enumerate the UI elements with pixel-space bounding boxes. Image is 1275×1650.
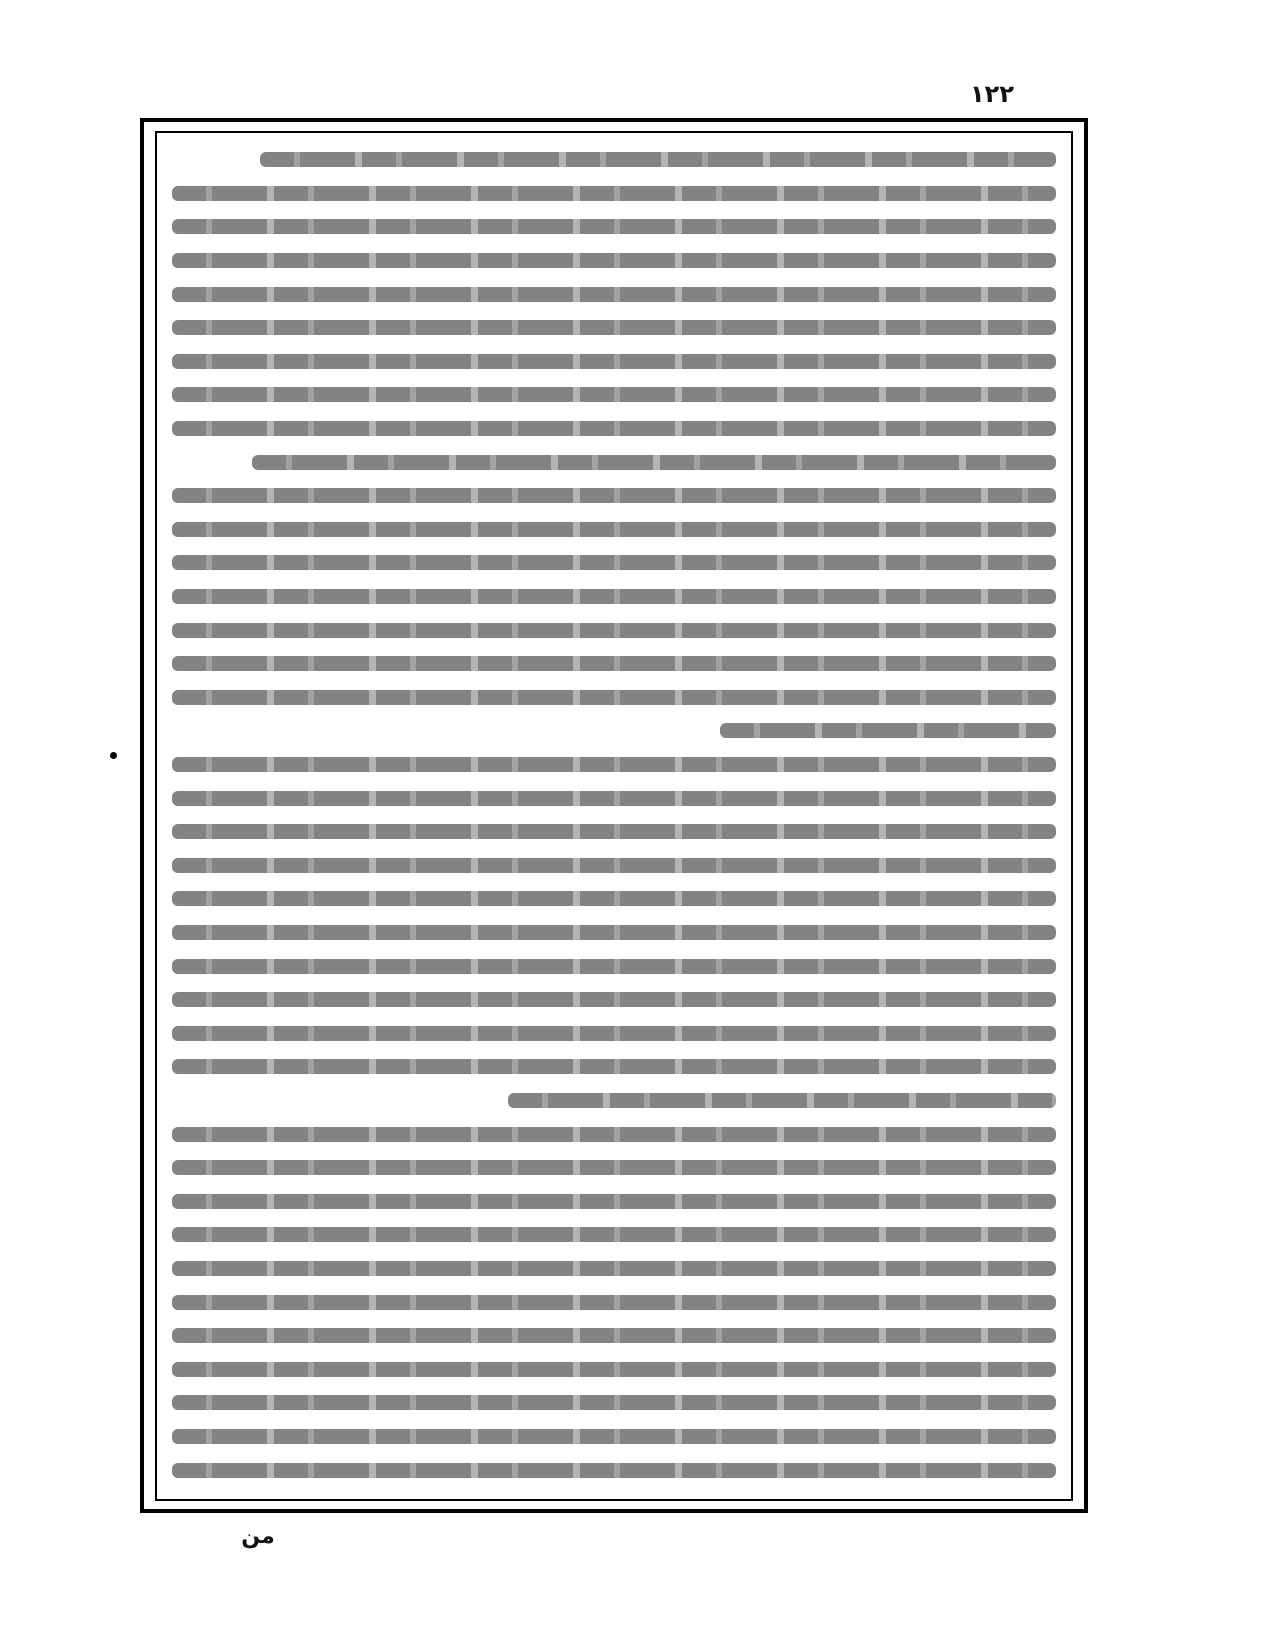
text-line [508,1084,1056,1118]
text-line-ink [172,992,1056,1007]
text-line [172,580,1056,614]
text-line-ink [172,824,1056,839]
text-line-ink [172,1295,1056,1310]
text-line-ink [252,455,1056,470]
text-line-ink [172,656,1056,671]
text-line-ink [172,354,1056,369]
text-line [172,849,1056,883]
text-line [260,143,1056,177]
text-line-ink [172,1194,1056,1209]
text-line-ink [172,690,1056,705]
text-line [172,1252,1056,1286]
text-line [172,513,1056,547]
text-line-ink [172,1328,1056,1343]
main-text-block [172,143,1056,1489]
text-line [172,244,1056,278]
margin-mark [110,752,117,759]
text-line-ink [172,1127,1056,1142]
text-line-ink [172,1227,1056,1242]
text-line [172,378,1056,412]
text-line [172,1185,1056,1219]
text-line-ink [720,723,1056,738]
text-line-ink [172,925,1056,940]
text-line [172,546,1056,580]
text-line-ink [172,959,1056,974]
text-line-ink [172,387,1056,402]
text-line [172,210,1056,244]
text-line-ink [172,1463,1056,1478]
text-line [172,1151,1056,1185]
text-line-ink [172,488,1056,503]
text-line-ink [172,253,1056,268]
text-line [172,983,1056,1017]
text-line-ink [172,287,1056,302]
text-line-ink [172,589,1056,604]
text-line-ink [172,1395,1056,1410]
text-line [172,177,1056,211]
text-line [172,1353,1056,1387]
text-line-ink [172,1429,1056,1444]
text-line-ink [508,1093,1056,1108]
text-line [172,1285,1056,1319]
text-line-ink [172,555,1056,570]
text-line [172,1117,1056,1151]
text-line [172,277,1056,311]
text-line [172,479,1056,513]
text-line [172,1386,1056,1420]
text-line [172,882,1056,916]
text-line [172,815,1056,849]
text-line [172,613,1056,647]
text-line-ink [172,1261,1056,1276]
text-line [172,748,1056,782]
text-line-ink [172,186,1056,201]
text-line [720,714,1056,748]
text-line-ink [172,1059,1056,1074]
text-line [172,1420,1056,1454]
text-line [172,916,1056,950]
text-line-ink [172,623,1056,638]
text-line [172,1218,1056,1252]
text-line [172,647,1056,681]
text-line [172,345,1056,379]
text-line [172,781,1056,815]
text-line [172,1017,1056,1051]
text-line-ink [172,522,1056,537]
text-line [172,412,1056,446]
text-line [172,681,1056,715]
text-line-ink [172,891,1056,906]
text-line-ink [172,1026,1056,1041]
page-number: ١٢٢ [970,80,1014,108]
text-line [172,1050,1056,1084]
text-line-ink [172,791,1056,806]
text-line-ink [260,152,1056,167]
text-line [172,1319,1056,1353]
text-line-ink [172,757,1056,772]
text-line [172,311,1056,345]
text-line-ink [172,320,1056,335]
catchword: من [241,1524,275,1549]
text-line-ink [172,219,1056,234]
text-line-ink [172,858,1056,873]
text-line [172,949,1056,983]
text-line-ink [172,1362,1056,1377]
text-line-ink [172,421,1056,436]
text-line [252,445,1056,479]
text-line-ink [172,1160,1056,1175]
text-line [172,1453,1056,1487]
